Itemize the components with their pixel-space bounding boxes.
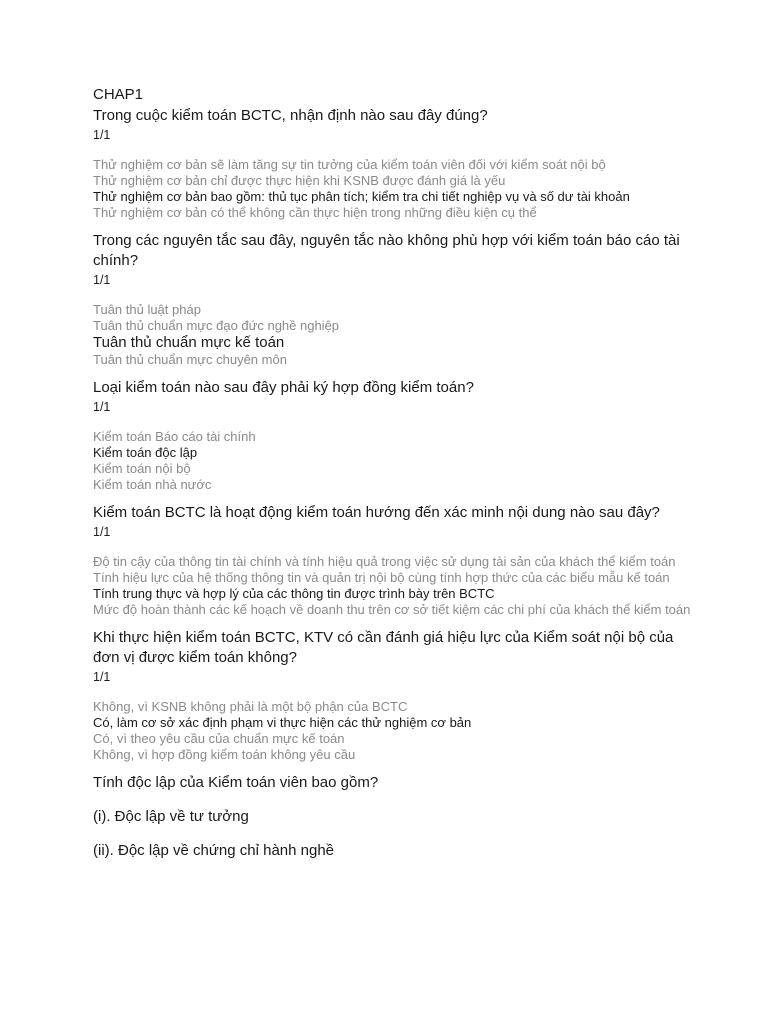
option-list	[93, 429, 693, 493]
question-title: Trong cuộc kiểm toán BCTC, nhận định nào sau đây đúng?	[93, 107, 488, 124]
question-2	[93, 231, 693, 368]
option: Kiểm toán Báo cáo tài chính	[93, 429, 256, 444]
option: Có, vì theo yêu cầu của chuẩn mực kế toán	[93, 731, 345, 746]
option: Thử nghiệm cơ bản sẽ làm tăng sự tin tưởng của kiểm toán viên đối với kiểm soát nội bộ	[93, 157, 606, 172]
document-page	[93, 86, 693, 861]
option-correct: Tính trung thực và hợp lý của các thông tin được trình bày trên BCTC	[93, 586, 495, 601]
question-title: Trong các nguyên tắc sau đây, nguyên tắc nào không phù hợp với kiểm toán báo cáo tài chính?	[93, 232, 680, 269]
statement-line: (i). Độc lập về tư tưởng	[93, 808, 249, 825]
question-title: Tính độc lập của Kiểm toán viên bao gồm?	[93, 774, 379, 791]
question-3	[93, 378, 693, 493]
option: Tuân thủ chuẩn mực chuyên môn	[93, 352, 287, 367]
option-correct: Tuân thủ chuẩn mực kế toán	[93, 334, 285, 351]
question-5	[93, 628, 693, 763]
question-score: 1/1	[93, 400, 111, 414]
option: Kiểm toán nội bộ	[93, 461, 191, 476]
option-correct: Thử nghiệm cơ bản bao gồm: thủ tục phân tích; kiểm tra chi tiết nghiệp vụ và số dư tài khoản	[93, 189, 630, 204]
question-score: 1/1	[93, 128, 111, 142]
option-list	[93, 302, 693, 368]
question-6	[93, 773, 693, 861]
option: Mức độ hoàn thành các kế hoạch về doanh thu trên cơ sở tiết kiệm các chi phí của khách thể kiểm toán	[93, 602, 691, 617]
option-correct: Có, làm cơ sở xác định phạm vi thực hiện các thử nghiệm cơ bản	[93, 715, 472, 730]
statement-line: (ii). Độc lập về chứng chỉ hành nghề	[93, 842, 335, 859]
chapter-heading: CHAP1	[93, 86, 144, 103]
option: Tuân thủ luật pháp	[93, 302, 201, 317]
option: Độ tin cậy của thông tin tài chính và tính hiệu quả trong việc sử dụng tài sản của khách thể kiểm toán	[93, 554, 676, 569]
question-score: 1/1	[93, 273, 111, 287]
option: Không, vì KSNB không phải là một bộ phận của BCTC	[93, 699, 408, 714]
question-title: Khi thực hiện kiểm toán BCTC, KTV có cần đánh giá hiệu lực của Kiểm soát nội bộ của đơn vị được kiểm toán không?	[93, 629, 674, 666]
option: Thử nghiệm cơ bản có thể không cần thực hiện trong những điều kiện cụ thể	[93, 205, 537, 220]
option-list	[93, 699, 693, 763]
question-title: Kiểm toán BCTC là hoạt động kiểm toán hướng đến xác minh nội dung nào sau đây?	[93, 504, 660, 521]
question-1	[93, 106, 693, 221]
option: Không, vì hợp đồng kiểm toán không yêu cầu	[93, 747, 356, 762]
option: Thử nghiệm cơ bản chỉ được thực hiện khi KSNB được đánh giá là yếu	[93, 173, 506, 188]
option: Kiểm toán nhà nước	[93, 477, 212, 492]
option: Tuân thủ chuẩn mực đạo đức nghề nghiệp	[93, 318, 340, 333]
question-score: 1/1	[93, 670, 111, 684]
question-score: 1/1	[93, 525, 111, 539]
option-list	[93, 554, 693, 618]
option-correct: Kiểm toán độc lập	[93, 445, 198, 460]
question-4	[93, 503, 693, 618]
option-list	[93, 157, 693, 221]
option: Tính hiệu lực của hệ thống thông tin và quản trị nội bộ cùng tính hợp thức của các biểu mẫu kế toán	[93, 570, 670, 585]
question-title: Loại kiểm toán nào sau đây phải ký hợp đồng kiểm toán?	[93, 379, 474, 396]
